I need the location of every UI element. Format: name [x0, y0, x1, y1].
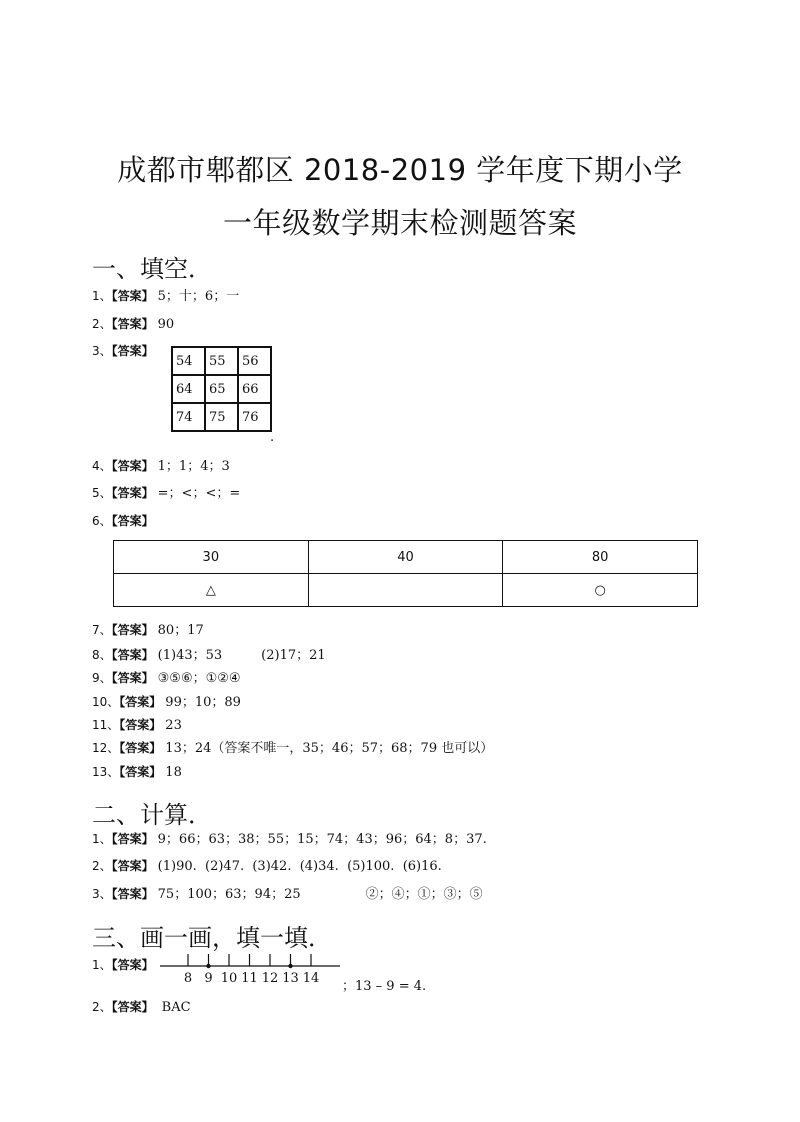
answer-text: =；<；<；=: [157, 486, 241, 501]
answer-label: 【答案】: [119, 741, 162, 755]
section-heading-3: 三、画一画，填一填．: [92, 924, 332, 952]
answer-label: 【答案】: [111, 832, 154, 846]
grid-cell: 75: [205, 403, 238, 431]
answer-label: 【答案】: [111, 289, 154, 303]
item-number: 1、: [92, 832, 112, 846]
answer-row: [92, 717, 182, 734]
answer-text: 9；66；63；38；55；15；74；43；96；64；8；37.: [157, 832, 487, 847]
grid-cell: 56: [238, 347, 271, 375]
shapes-table: [113, 540, 698, 607]
grid-cell: 66: [238, 375, 271, 403]
number-grid-table: [171, 346, 272, 432]
answer-text: BAC: [161, 1000, 191, 1015]
answer-row: [92, 957, 154, 974]
answer-label: 【答案】: [111, 623, 154, 637]
number-line-tick-label: 9: [204, 971, 213, 986]
item-number: 5、: [92, 486, 112, 500]
answer-label: 【答案】: [111, 648, 154, 662]
empty-cell: [308, 574, 503, 607]
answer-label: 【答案】: [111, 671, 154, 685]
number-line-tick-label: 8: [183, 971, 193, 986]
item-number: 12、: [92, 741, 120, 755]
number-line-equation: ；13 – 9 = 4.: [342, 979, 427, 994]
number-line-tick-label: 12: [261, 971, 279, 986]
number-line-tick-label: 11: [241, 971, 258, 986]
item-number: 3、: [92, 344, 112, 358]
grid-trailing-period: .: [270, 430, 275, 445]
grid-cell: 54: [172, 347, 205, 375]
item-number: 4、: [92, 459, 112, 473]
item-number: 10、: [92, 695, 120, 709]
section-heading-1: 一、填空．: [92, 255, 212, 283]
answer-label: 【答案】: [111, 1000, 154, 1014]
answer-label: 【答案】: [119, 718, 162, 732]
grid-cell: 64: [172, 375, 205, 403]
item-number: 3、: [92, 887, 112, 901]
grid-cell: 74: [172, 403, 205, 431]
table-header-cell: 40: [308, 541, 503, 574]
answer-row: [92, 764, 182, 781]
number-line-tick-label: 13: [282, 971, 299, 986]
answer-row: [92, 886, 483, 903]
answer-row: [92, 485, 240, 502]
answer-text: (1)90. (2)47. (3)42. (4)34. (5)100. (6)16.: [157, 859, 442, 874]
answer-label: 【答案】: [111, 317, 154, 331]
answer-text: 23: [165, 718, 182, 733]
answer-row: [92, 647, 326, 664]
answer-text: 90: [157, 317, 175, 332]
answer-row: [92, 999, 191, 1016]
answer-row: [92, 513, 154, 530]
answer-label: 【答案】: [111, 887, 154, 901]
item-number: 1、: [92, 958, 112, 972]
answer-row: [92, 316, 174, 333]
answer-row: [92, 694, 241, 711]
answer-label: 【答案】: [119, 765, 162, 779]
item-number: 6、: [92, 514, 112, 528]
answer-label: 【答案】: [111, 514, 154, 528]
answer-text: 75；100；63；94；25 ②；④；①；③；⑤: [157, 887, 483, 902]
item-number: 7、: [92, 623, 112, 637]
answer-row: [92, 288, 239, 305]
table-header-cell: 80: [503, 541, 698, 574]
answer-text: (1)43；53 (2)17；21: [157, 648, 326, 663]
answer-text: ③⑤⑥；①②④: [157, 671, 241, 686]
answer-label: 【答案】: [111, 486, 154, 500]
item-number: 9、: [92, 671, 112, 685]
doc-title-line2: 一年级数学期末检测题答案: [222, 206, 577, 240]
answer-text: 99；10；89: [165, 695, 241, 710]
answer-text: 80；17: [157, 623, 204, 638]
grid-cell: 76: [238, 403, 271, 431]
answer-label: 【答案】: [119, 695, 162, 709]
circle-symbol-cell: ○: [503, 574, 698, 607]
triangle-symbol-cell: △: [114, 574, 309, 607]
item-number: 2、: [92, 1000, 112, 1014]
answer-label: 【答案】: [111, 958, 154, 972]
table-header-cell: 30: [114, 541, 309, 574]
number-line-marker: [288, 964, 292, 968]
number-line-tick-label: 10: [220, 971, 238, 986]
answer-label: 【答案】: [111, 459, 154, 473]
answer-row: [92, 740, 493, 757]
number-line: [160, 952, 345, 988]
item-number: 13、: [92, 765, 120, 779]
answer-row: [92, 831, 487, 848]
number-line-marker: [206, 964, 210, 968]
section-heading-2: 二、计算．: [92, 801, 212, 829]
answer-text: 1；1；4；3: [157, 459, 230, 474]
answer-text: 5；十；6；一: [157, 289, 240, 304]
item-number: 8、: [92, 648, 112, 662]
answer-row: [92, 458, 230, 475]
answer-text: 18: [165, 765, 182, 780]
number-line-tick-label: 14: [302, 971, 320, 986]
answer-row: [92, 670, 241, 687]
answer-text: 13；24（答案不唯一，35；46；57；68；79 也可以）: [165, 741, 494, 756]
item-number: 11、: [92, 718, 120, 732]
answer-row: [92, 622, 204, 639]
grid-cell: 65: [205, 375, 238, 403]
item-number: 2、: [92, 859, 112, 873]
item-number: 1、: [92, 289, 112, 303]
answer-label: 【答案】: [111, 859, 154, 873]
doc-title-line1: 成都市郫都区 2018-2019 学年度下期小学: [117, 153, 683, 187]
answer-row: [92, 858, 442, 875]
item-number: 2、: [92, 317, 112, 331]
grid-cell: 55: [205, 347, 238, 375]
answer-row: [92, 343, 154, 360]
answer-label: 【答案】: [111, 344, 154, 358]
